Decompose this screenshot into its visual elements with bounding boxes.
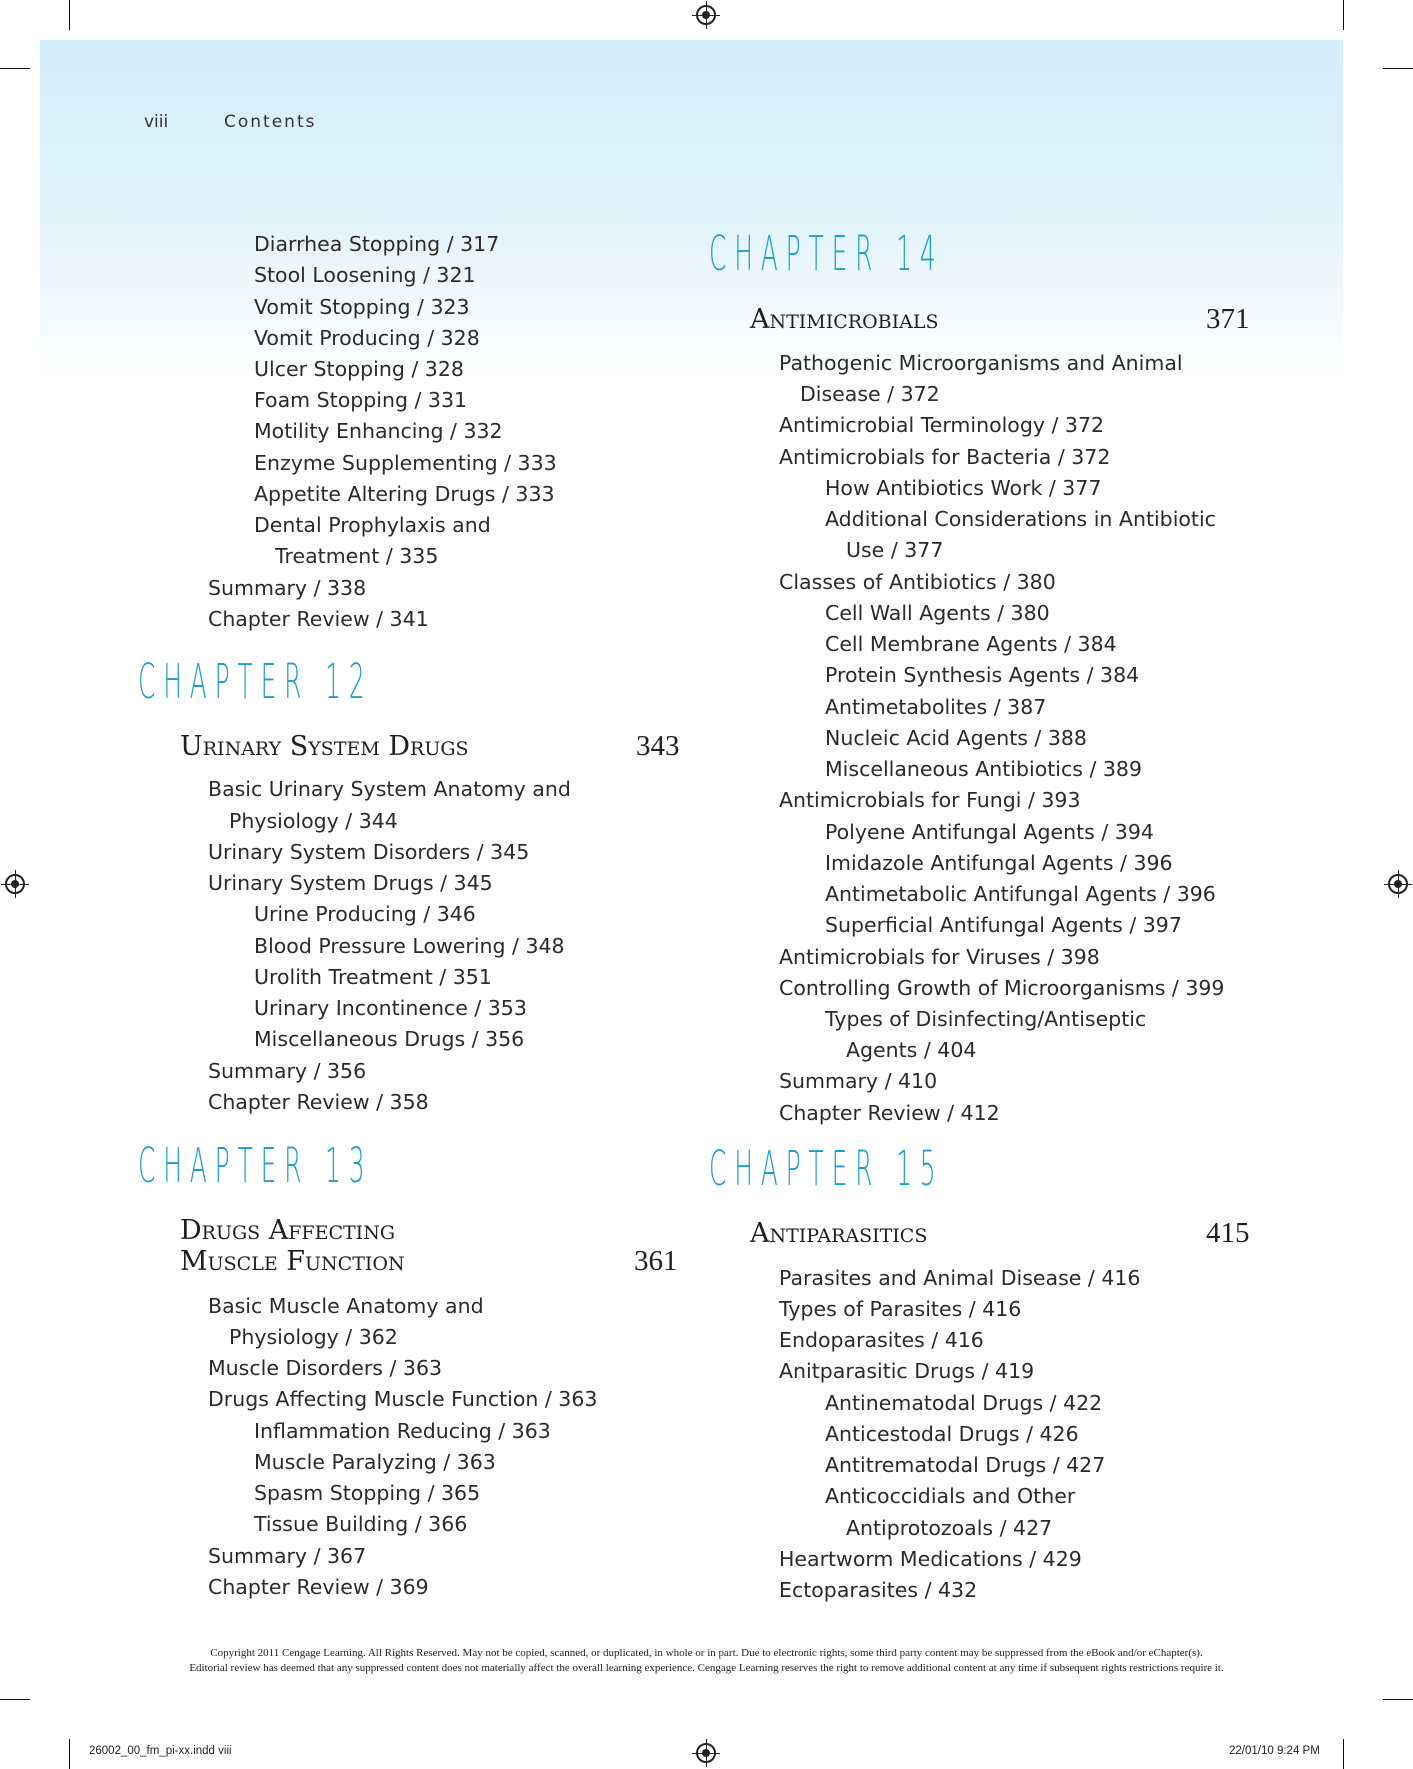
toc-entry: Anitparasitic Drugs / 419 bbox=[779, 1359, 1035, 1383]
toc-entry: Chapter Review / 412 bbox=[779, 1101, 1000, 1125]
crop-mark bbox=[1343, 0, 1344, 30]
chapter-label: CHAPTER 12 bbox=[138, 654, 373, 710]
toc-entry: Antinematodal Drugs / 422 bbox=[825, 1391, 1103, 1415]
toc-entry: Miscellaneous Antibiotics / 389 bbox=[825, 757, 1142, 781]
toc-entry: Urinary System Disorders / 345 bbox=[208, 840, 530, 864]
toc-entry: Urolith Treatment / 351 bbox=[254, 965, 492, 989]
toc-entry: Summary / 356 bbox=[208, 1059, 367, 1083]
toc-entry: Chapter Review / 358 bbox=[208, 1090, 429, 1114]
toc-entry: Enzyme Supplementing / 333 bbox=[254, 451, 557, 475]
toc-entry: Antimetabolites / 387 bbox=[825, 695, 1047, 719]
toc-entry: Drugs Affecting Muscle Function / 363 bbox=[208, 1387, 598, 1411]
toc-entry: Imidazole Antifungal Agents / 396 bbox=[825, 851, 1173, 875]
chapter-page-number: 343 bbox=[636, 730, 680, 762]
toc-entry: Dental Prophylaxis and bbox=[254, 513, 491, 537]
toc-entry: Urinary Incontinence / 353 bbox=[254, 996, 527, 1020]
registration-mark-icon bbox=[5, 874, 25, 894]
toc-entry: Antimicrobials for Fungi / 393 bbox=[779, 788, 1081, 812]
toc-entry: Antiprotozoals / 427 bbox=[846, 1516, 1053, 1540]
toc-entry: Superficial Antifungal Agents / 397 bbox=[825, 913, 1182, 937]
toc-entry: Cell Wall Agents / 380 bbox=[825, 601, 1050, 625]
chapter-page-number: 361 bbox=[634, 1245, 678, 1277]
toc-entry: Types of Parasites / 416 bbox=[779, 1297, 1022, 1321]
toc-entry: Agents / 404 bbox=[846, 1038, 977, 1062]
toc-entry: Ulcer Stopping / 328 bbox=[254, 357, 464, 381]
toc-entry: Tissue Building / 366 bbox=[254, 1512, 468, 1536]
registration-mark-icon bbox=[696, 1743, 716, 1763]
toc-entry: Types of Disinfecting/Antiseptic bbox=[825, 1007, 1147, 1031]
registration-mark-icon bbox=[1388, 874, 1408, 894]
date-slug: 22/01/10 9:24 PM bbox=[1229, 1745, 1320, 1757]
toc-entry: Motility Enhancing / 332 bbox=[254, 419, 503, 443]
toc-entry: Classes of Antibiotics / 380 bbox=[779, 570, 1056, 594]
running-head-title: Contents bbox=[224, 112, 317, 132]
crop-mark bbox=[0, 68, 30, 69]
toc-entry: Ectoparasites / 432 bbox=[779, 1578, 978, 1602]
toc-entry: Antitrematodal Drugs / 427 bbox=[825, 1453, 1106, 1477]
toc-entry: Summary / 367 bbox=[208, 1544, 367, 1568]
toc-entry: Vomit Producing / 328 bbox=[254, 326, 480, 350]
toc-entry: Antimicrobial Terminology / 372 bbox=[779, 413, 1105, 437]
toc-entry: Inflammation Reducing / 363 bbox=[254, 1419, 551, 1443]
toc-entry: Spasm Stopping / 365 bbox=[254, 1481, 481, 1505]
toc-entry: Anticestodal Drugs / 426 bbox=[825, 1422, 1079, 1446]
crop-mark bbox=[1383, 68, 1413, 69]
chapter-title: Antimicrobials bbox=[750, 304, 939, 335]
copyright-line: Copyright 2011 Cengage Learning. All Rights Reserved. May not be copied, scanned, or duplicated, in whole or in part. Due to electronic rights, some third party content may be suppressed from the eBook and/or eChapter(s). bbox=[210, 1647, 1203, 1659]
toc-entry: Blood Pressure Lowering / 348 bbox=[254, 934, 565, 958]
copyright-notice bbox=[100, 1646, 1313, 1676]
toc-entry: Controlling Growth of Microorganisms / 399 bbox=[779, 976, 1225, 1000]
toc-entry: Endoparasites / 416 bbox=[779, 1328, 984, 1352]
registration-mark-icon bbox=[696, 5, 716, 25]
toc-entry: Nucleic Acid Agents / 388 bbox=[825, 726, 1087, 750]
chapter-page-number: 371 bbox=[1206, 303, 1250, 335]
crop-mark bbox=[0, 1699, 30, 1700]
toc-entry: Heartworm Medications / 429 bbox=[779, 1547, 1082, 1571]
chapter-title: Urinary System Drugs bbox=[180, 731, 469, 762]
toc-entry: Urine Producing / 346 bbox=[254, 902, 476, 926]
toc-entry: Basic Urinary System Anatomy and bbox=[208, 777, 571, 801]
toc-entry: Miscellaneous Drugs / 356 bbox=[254, 1027, 525, 1051]
toc-entry: Basic Muscle Anatomy and bbox=[208, 1294, 484, 1318]
toc-entry: Summary / 410 bbox=[779, 1069, 938, 1093]
toc-entry: Vomit Stopping / 323 bbox=[254, 295, 470, 319]
crop-mark bbox=[1383, 1699, 1413, 1700]
chapter-title-line1: Drugs Affecting bbox=[180, 1215, 395, 1246]
toc-entry: Parasites and Animal Disease / 416 bbox=[779, 1266, 1141, 1290]
crop-mark bbox=[69, 1739, 70, 1769]
toc-entry: Polyene Antifungal Agents / 394 bbox=[825, 820, 1154, 844]
toc-entry: Stool Loosening / 321 bbox=[254, 263, 476, 287]
toc-entry: Additional Considerations in Antibiotic bbox=[825, 507, 1216, 531]
chapter-title-line2: Muscle Function bbox=[180, 1246, 405, 1277]
toc-entry: How Antibiotics Work / 377 bbox=[825, 476, 1102, 500]
toc-entry: Muscle Disorders / 363 bbox=[208, 1356, 443, 1380]
toc-entry: Cell Membrane Agents / 384 bbox=[825, 632, 1117, 656]
chapter-page-number: 415 bbox=[1206, 1217, 1250, 1249]
toc-entry: Antimicrobials for Viruses / 398 bbox=[779, 945, 1100, 969]
page-folio: viii bbox=[144, 112, 169, 132]
copyright-line: Editorial review has deemed that any suppressed content does not materially affect the overall learning experience. Cengage Learning reserves the right to remove additional content at any time if subsequent rights restrictions require it. bbox=[189, 1662, 1224, 1674]
header-band bbox=[40, 40, 1343, 380]
toc-entry: Treatment / 335 bbox=[275, 544, 439, 568]
toc-entry: Physiology / 344 bbox=[229, 809, 398, 833]
chapter-label: CHAPTER 15 bbox=[709, 1141, 944, 1197]
toc-entry: Disease / 372 bbox=[800, 382, 940, 406]
crop-mark bbox=[1343, 1739, 1344, 1769]
toc-entry: Diarrhea Stopping / 317 bbox=[254, 232, 500, 256]
toc-entry: Chapter Review / 341 bbox=[208, 607, 429, 631]
toc-entry: Muscle Paralyzing / 363 bbox=[254, 1450, 496, 1474]
chapter-label: CHAPTER 13 bbox=[138, 1138, 373, 1194]
toc-entry: Chapter Review / 369 bbox=[208, 1575, 429, 1599]
toc-entry: Appetite Altering Drugs / 333 bbox=[254, 482, 555, 506]
toc-entry: Foam Stopping / 331 bbox=[254, 388, 468, 412]
crop-mark bbox=[69, 0, 70, 30]
toc-entry: Pathogenic Microorganisms and Animal bbox=[779, 351, 1183, 375]
toc-entry: Use / 377 bbox=[846, 538, 944, 562]
chapter-label: CHAPTER 14 bbox=[709, 226, 944, 282]
toc-entry: Antimetabolic Antifungal Agents / 396 bbox=[825, 882, 1216, 906]
toc-entry: Physiology / 362 bbox=[229, 1325, 398, 1349]
toc-entry: Urinary System Drugs / 345 bbox=[208, 871, 493, 895]
toc-entry: Antimicrobials for Bacteria / 372 bbox=[779, 445, 1111, 469]
toc-entry: Protein Synthesis Agents / 384 bbox=[825, 663, 1140, 687]
file-slug: 26002_00_fm_pi-xx.indd viii bbox=[89, 1745, 232, 1757]
chapter-title: Antiparasitics bbox=[750, 1218, 928, 1249]
toc-entry: Summary / 338 bbox=[208, 576, 367, 600]
toc-entry: Anticoccidials and Other bbox=[825, 1484, 1076, 1508]
